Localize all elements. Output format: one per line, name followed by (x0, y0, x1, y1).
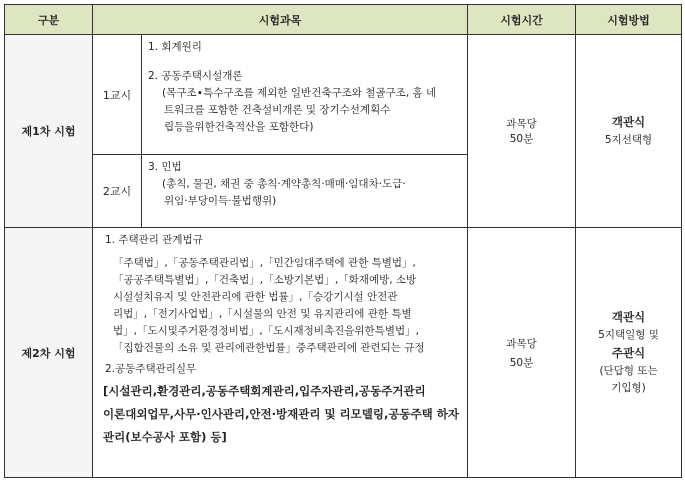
stage1-period1-label: 1교시 (93, 35, 142, 155)
stage1-time (468, 35, 576, 228)
stage2-subjects (93, 228, 468, 478)
method-type: 기입형) (611, 382, 646, 394)
stage2-time (468, 228, 576, 478)
subject-housing-law-title: 1. 주택관리 관계법규 (105, 234, 203, 246)
time-duration: 50분 (509, 133, 534, 145)
subject-scope-line: 위임·부당이득·불법행위) (164, 195, 277, 207)
method-type: (단답형 또는 (599, 365, 658, 377)
practice-scope-line: [시설관리,환경관리,공동주택회계관리,입주자관리,공동주거관리 (103, 384, 426, 398)
method-type: 5지선택형 (604, 134, 653, 146)
method-type: 5지택일형 및 (598, 329, 659, 341)
stage1-period1-row (5, 35, 682, 155)
practice-scope-line: 이론대외업무,사무·인사관리,안전·방재관리 및 리모델링,공동주택 하자 (103, 407, 460, 421)
subject-scope-line: (목구조∙특수구조를 제외한 일반건축구조와 철골구조, 홈 네 (162, 87, 437, 99)
exam-schedule-table (4, 4, 682, 478)
law-list-line: 「집합건물의 소유 및 관리에관한법률」중주택관리에 관련되는 규정 (113, 342, 425, 354)
method-objective: 객관식 (611, 115, 646, 129)
subject-housing-facilities: 2. 공동주택시설개론 (148, 70, 243, 82)
time-duration: 50분 (509, 356, 534, 369)
header-time: 시험시간 (468, 5, 576, 35)
practice-scope-line: 관리(보수공사 포함) 등] (103, 430, 227, 444)
stage2-row (5, 228, 682, 478)
header-subjects: 시험과목 (93, 5, 468, 35)
header-category: 구분 (5, 5, 93, 35)
stage1-method (576, 35, 682, 228)
stage1-period2-subjects (142, 155, 468, 228)
stage2-label: 제2차 시험 (5, 228, 93, 478)
stage1-period2-label: 2교시 (93, 155, 142, 228)
subject-scope-line: 립등을위한건축적산을 포함한다) (164, 121, 314, 133)
time-per-subject: 과목당 (506, 337, 537, 350)
method-objective: 객관식 (611, 310, 646, 324)
law-list-line: 「공공주택특별법」,「건축법」,「소방기본법」,「화재예방, 소방 (113, 274, 417, 286)
header-method: 시험방법 (576, 5, 682, 35)
stage2-method (576, 228, 682, 478)
law-list-line: 법」,「도시및주거환경정비법」,「도시재정비촉진을위한특별법」, (113, 325, 419, 337)
method-subjective: 주관식 (611, 346, 646, 360)
law-list-line: 리법」,「전기사업법」,「시설물의 안전 및 유지관리에 관한 특별 (113, 308, 412, 320)
stage1-period1-subjects (142, 35, 468, 155)
subject-housing-practice-title: 2.공동주택관리실무 (105, 363, 197, 375)
time-per-subject: 과목당 (506, 118, 537, 130)
subject-scope-line: (총칙, 물권, 채권 중 총칙·계약총칙·매매·임대차·도급· (162, 178, 406, 190)
subject-accounting: 1. 회계원리 (148, 41, 202, 53)
subject-scope-line: 트워크를 포함한 건축설비개론 및 장기수선계획수 (164, 104, 391, 116)
law-list-line: 시설설치유지 및 안전관리에 관한 법률」,「승강기시설 안전관 (113, 291, 398, 303)
law-list-line: 「주택법」,「공동주택관리법」,「민간임대주택에 관한 특별법」, (113, 257, 416, 269)
stage1-label: 제1차 시험 (5, 35, 93, 228)
subject-civil-law: 3. 민법 (148, 161, 182, 173)
header-row (5, 5, 682, 35)
